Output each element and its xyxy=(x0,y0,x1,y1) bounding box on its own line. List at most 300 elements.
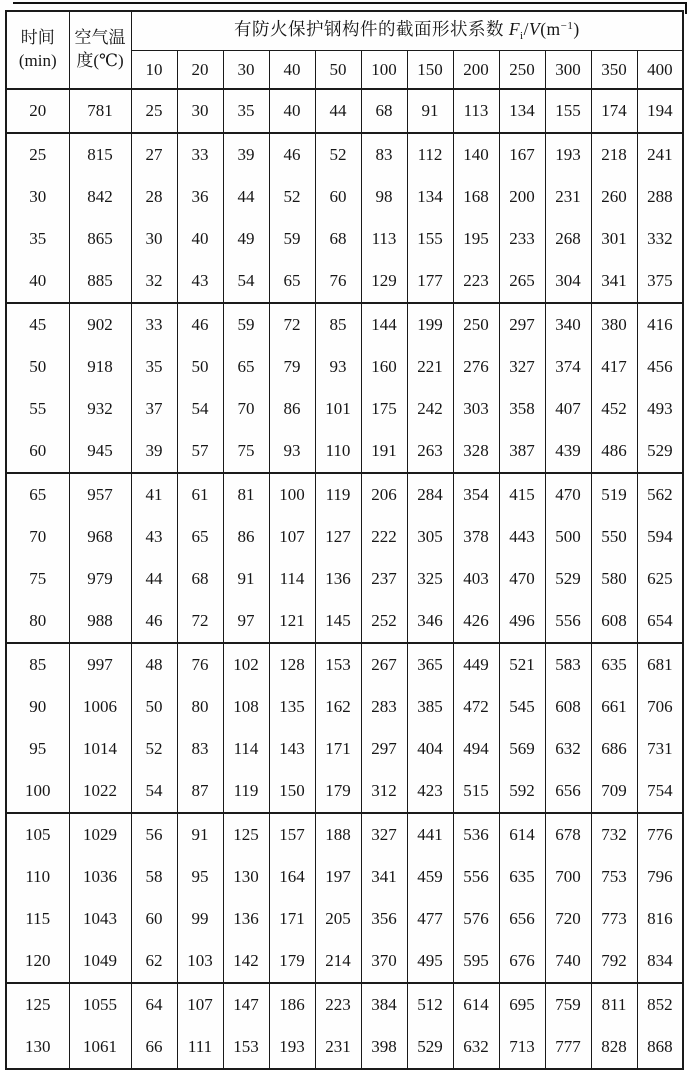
shape-factor-value-cell: 43 xyxy=(131,516,177,558)
page-top-rule-tick xyxy=(685,2,687,14)
shape-factor-value-cell: 297 xyxy=(361,728,407,770)
shape-factor-value-cell: 39 xyxy=(223,133,269,176)
shape-factor-value-cell: 136 xyxy=(223,898,269,940)
shape-factor-value-cell: 828 xyxy=(591,1026,637,1069)
shape-factor-value-cell: 60 xyxy=(315,176,361,218)
shape-factor-value-cell: 76 xyxy=(315,260,361,303)
shape-factor-value-cell: 128 xyxy=(269,643,315,686)
shape-factor-value-cell: 30 xyxy=(131,218,177,260)
shape-factor-value-cell: 46 xyxy=(177,303,223,346)
shape-factor-value-cell: 221 xyxy=(407,346,453,388)
shape-factor-value-cell: 325 xyxy=(407,558,453,600)
shape-factor-value-cell: 100 xyxy=(269,473,315,516)
shape-factor-value-cell: 125 xyxy=(223,813,269,856)
shape-factor-value-cell: 127 xyxy=(315,516,361,558)
shape-factor-value-cell: 297 xyxy=(499,303,545,346)
table-row xyxy=(6,600,683,643)
table-row xyxy=(6,346,683,388)
shape-factor-value-cell: 556 xyxy=(453,856,499,898)
shape-factor-value-cell: 70 xyxy=(223,388,269,430)
shape-factor-value-cell: 98 xyxy=(361,176,407,218)
shape-factor-value-cell: 231 xyxy=(545,176,591,218)
formula-unit-open: (m xyxy=(540,18,561,39)
header-time-label-line2: (min) xyxy=(18,51,57,70)
shape-factor-value-cell: 569 xyxy=(499,728,545,770)
shape-factor-column-header: 10 xyxy=(131,51,177,90)
shape-factor-value-cell: 550 xyxy=(591,516,637,558)
table-row xyxy=(6,430,683,473)
table-row xyxy=(6,133,683,176)
shape-factor-value-cell: 374 xyxy=(545,346,591,388)
shape-factor-value-cell: 177 xyxy=(407,260,453,303)
shape-factor-value-cell: 426 xyxy=(453,600,499,643)
temperature-cell: 1029 xyxy=(69,813,131,856)
shape-factor-value-cell: 39 xyxy=(131,430,177,473)
shape-factor-value-cell: 452 xyxy=(591,388,637,430)
time-cell: 95 xyxy=(6,728,69,770)
shape-factor-column-header: 150 xyxy=(407,51,453,90)
shape-factor-value-cell: 592 xyxy=(499,770,545,813)
table-row xyxy=(6,686,683,728)
temperature-cell: 932 xyxy=(69,388,131,430)
shape-factor-column-header: 350 xyxy=(591,51,637,90)
temperature-cell: 957 xyxy=(69,473,131,516)
temperature-cell: 988 xyxy=(69,600,131,643)
shape-factor-value-cell: 93 xyxy=(269,430,315,473)
time-cell: 20 xyxy=(6,89,69,133)
shape-factor-value-cell: 61 xyxy=(177,473,223,516)
shape-factor-value-cell: 140 xyxy=(453,133,499,176)
shape-factor-value-cell: 40 xyxy=(177,218,223,260)
shape-factor-value-cell: 75 xyxy=(223,430,269,473)
shape-factor-value-cell: 113 xyxy=(361,218,407,260)
shape-factor-value-cell: 86 xyxy=(223,516,269,558)
shape-factor-value-cell: 521 xyxy=(499,643,545,686)
shape-factor-value-cell: 529 xyxy=(545,558,591,600)
shape-factor-value-cell: 346 xyxy=(407,600,453,643)
shape-factor-value-cell: 81 xyxy=(223,473,269,516)
shape-factor-value-cell: 385 xyxy=(407,686,453,728)
shape-factor-value-cell: 676 xyxy=(499,940,545,983)
time-cell: 125 xyxy=(6,983,69,1026)
shape-factor-column-header: 300 xyxy=(545,51,591,90)
shape-factor-value-cell: 171 xyxy=(269,898,315,940)
shape-factor-value-cell: 753 xyxy=(591,856,637,898)
shape-factor-value-cell: 332 xyxy=(637,218,683,260)
shape-factor-value-cell: 191 xyxy=(361,430,407,473)
shape-factor-value-cell: 268 xyxy=(545,218,591,260)
table-row xyxy=(6,473,683,516)
time-cell: 40 xyxy=(6,260,69,303)
shape-factor-value-cell: 459 xyxy=(407,856,453,898)
shape-factor-value-cell: 150 xyxy=(269,770,315,813)
shape-factor-value-cell: 276 xyxy=(453,346,499,388)
header-temp-label-line1: 空气温 xyxy=(74,28,126,48)
formula-F-subscript: i xyxy=(520,29,524,42)
shape-factor-value-cell: 179 xyxy=(269,940,315,983)
table-header xyxy=(6,11,683,89)
shape-factor-value-cell: 162 xyxy=(315,686,361,728)
shape-factor-value-cell: 56 xyxy=(131,813,177,856)
shape-factor-value-cell: 656 xyxy=(499,898,545,940)
shape-factor-value-cell: 449 xyxy=(453,643,499,686)
shape-factor-value-cell: 608 xyxy=(591,600,637,643)
table-row xyxy=(6,983,683,1026)
shape-factor-value-cell: 110 xyxy=(315,430,361,473)
table-body xyxy=(6,89,683,1069)
shape-factor-value-cell: 237 xyxy=(361,558,407,600)
shape-factor-value-cell: 65 xyxy=(269,260,315,303)
shape-factor-value-cell: 108 xyxy=(223,686,269,728)
shape-factor-value-cell: 625 xyxy=(637,558,683,600)
shape-factor-value-cell: 223 xyxy=(315,983,361,1026)
shape-factor-value-cell: 407 xyxy=(545,388,591,430)
time-cell: 120 xyxy=(6,940,69,983)
shape-factor-value-cell: 112 xyxy=(407,133,453,176)
shape-factor-value-cell: 52 xyxy=(269,176,315,218)
shape-factor-value-cell: 777 xyxy=(545,1026,591,1069)
shape-factor-value-cell: 695 xyxy=(499,983,545,1026)
shape-factor-value-cell: 49 xyxy=(223,218,269,260)
shape-factor-column-header: 250 xyxy=(499,51,545,90)
shape-factor-value-cell: 134 xyxy=(499,89,545,133)
time-cell: 75 xyxy=(6,558,69,600)
temperature-cell: 1014 xyxy=(69,728,131,770)
shape-factor-value-cell: 608 xyxy=(545,686,591,728)
shape-factor-value-cell: 231 xyxy=(315,1026,361,1069)
shape-factor-value-cell: 76 xyxy=(177,643,223,686)
formula-V: V xyxy=(528,18,541,39)
shape-factor-value-cell: 64 xyxy=(131,983,177,1026)
shape-factor-value-cell: 119 xyxy=(223,770,269,813)
page-top-rule xyxy=(13,2,687,4)
temperature-cell: 1049 xyxy=(69,940,131,983)
shape-factor-value-cell: 95 xyxy=(177,856,223,898)
shape-factor-value-cell: 576 xyxy=(453,898,499,940)
shape-factor-value-cell: 303 xyxy=(453,388,499,430)
temperature-cell: 918 xyxy=(69,346,131,388)
table-row xyxy=(6,940,683,983)
shape-factor-value-cell: 62 xyxy=(131,940,177,983)
shape-factor-value-cell: 632 xyxy=(545,728,591,770)
shape-factor-value-cell: 477 xyxy=(407,898,453,940)
shape-factor-value-cell: 356 xyxy=(361,898,407,940)
shape-factor-column-header: 20 xyxy=(177,51,223,90)
shape-factor-value-cell: 233 xyxy=(499,218,545,260)
temperature-cell: 979 xyxy=(69,558,131,600)
shape-factor-value-cell: 114 xyxy=(269,558,315,600)
time-cell: 100 xyxy=(6,770,69,813)
shape-factor-value-cell: 776 xyxy=(637,813,683,856)
shape-factor-value-cell: 720 xyxy=(545,898,591,940)
shape-factor-value-cell: 403 xyxy=(453,558,499,600)
shape-factor-value-cell: 686 xyxy=(591,728,637,770)
shape-factor-value-cell: 493 xyxy=(637,388,683,430)
shape-factor-value-cell: 155 xyxy=(407,218,453,260)
shape-factor-value-cell: 242 xyxy=(407,388,453,430)
shape-factor-value-cell: 44 xyxy=(223,176,269,218)
shape-factor-value-cell: 97 xyxy=(223,600,269,643)
shape-factor-value-cell: 155 xyxy=(545,89,591,133)
shape-factor-value-cell: 206 xyxy=(361,473,407,516)
shape-factor-value-cell: 167 xyxy=(499,133,545,176)
shape-factor-value-cell: 28 xyxy=(131,176,177,218)
shape-factor-value-cell: 370 xyxy=(361,940,407,983)
temperature-cell: 815 xyxy=(69,133,131,176)
shape-factor-value-cell: 186 xyxy=(269,983,315,1026)
temperature-cell: 1055 xyxy=(69,983,131,1026)
fire-protection-shape-factor-table xyxy=(5,10,684,1070)
shape-factor-value-cell: 700 xyxy=(545,856,591,898)
table-row xyxy=(6,1026,683,1069)
shape-factor-value-cell: 340 xyxy=(545,303,591,346)
shape-factor-value-cell: 536 xyxy=(453,813,499,856)
shape-factor-value-cell: 678 xyxy=(545,813,591,856)
shape-factor-value-cell: 65 xyxy=(223,346,269,388)
shape-factor-value-cell: 143 xyxy=(269,728,315,770)
shape-factor-value-cell: 68 xyxy=(177,558,223,600)
shape-factor-value-cell: 456 xyxy=(637,346,683,388)
shape-factor-value-cell: 740 xyxy=(545,940,591,983)
shape-factor-value-cell: 107 xyxy=(177,983,223,1026)
shape-factor-value-cell: 218 xyxy=(591,133,637,176)
shape-factor-value-cell: 417 xyxy=(591,346,637,388)
shape-factor-value-cell: 595 xyxy=(453,940,499,983)
shape-factor-value-cell: 46 xyxy=(269,133,315,176)
time-cell: 30 xyxy=(6,176,69,218)
shape-factor-value-cell: 205 xyxy=(315,898,361,940)
shape-factor-value-cell: 472 xyxy=(453,686,499,728)
shape-factor-value-cell: 416 xyxy=(637,303,683,346)
shape-factor-value-cell: 134 xyxy=(407,176,453,218)
table-row xyxy=(6,770,683,813)
shape-factor-value-cell: 66 xyxy=(131,1026,177,1069)
shape-factor-value-cell: 153 xyxy=(315,643,361,686)
table-row xyxy=(6,89,683,133)
shape-factor-value-cell: 529 xyxy=(407,1026,453,1069)
shape-factor-value-cell: 754 xyxy=(637,770,683,813)
shape-factor-value-cell: 85 xyxy=(315,303,361,346)
time-cell: 130 xyxy=(6,1026,69,1069)
table-row xyxy=(6,643,683,686)
shape-factor-value-cell: 86 xyxy=(269,388,315,430)
shape-factor-value-cell: 654 xyxy=(637,600,683,643)
shape-factor-value-cell: 713 xyxy=(499,1026,545,1069)
shape-factor-column-header: 30 xyxy=(223,51,269,90)
shape-factor-value-cell: 759 xyxy=(545,983,591,1026)
time-cell: 25 xyxy=(6,133,69,176)
shape-factor-value-cell: 732 xyxy=(591,813,637,856)
shape-factor-value-cell: 101 xyxy=(315,388,361,430)
shape-factor-value-cell: 35 xyxy=(131,346,177,388)
shape-factor-value-cell: 107 xyxy=(269,516,315,558)
shape-factor-value-cell: 500 xyxy=(545,516,591,558)
shape-factor-value-cell: 709 xyxy=(591,770,637,813)
shape-factor-value-cell: 423 xyxy=(407,770,453,813)
shape-factor-value-cell: 171 xyxy=(315,728,361,770)
temperature-cell: 842 xyxy=(69,176,131,218)
formula-unit-exponent: −1 xyxy=(560,19,574,32)
shape-factor-value-cell: 792 xyxy=(591,940,637,983)
temperature-cell: 997 xyxy=(69,643,131,686)
shape-factor-value-cell: 214 xyxy=(315,940,361,983)
temperature-cell: 1061 xyxy=(69,1026,131,1069)
shape-factor-value-cell: 91 xyxy=(177,813,223,856)
shape-factor-value-cell: 142 xyxy=(223,940,269,983)
shape-factor-value-cell: 83 xyxy=(177,728,223,770)
shape-factor-value-cell: 68 xyxy=(361,89,407,133)
shape-factor-value-cell: 529 xyxy=(637,430,683,473)
shape-factor-value-cell: 174 xyxy=(591,89,637,133)
shape-factor-value-cell: 556 xyxy=(545,600,591,643)
shape-factor-value-cell: 193 xyxy=(545,133,591,176)
shape-factor-value-cell: 470 xyxy=(545,473,591,516)
shape-factor-value-cell: 72 xyxy=(269,303,315,346)
shape-factor-value-cell: 834 xyxy=(637,940,683,983)
shape-factor-value-cell: 43 xyxy=(177,260,223,303)
shape-factor-value-cell: 114 xyxy=(223,728,269,770)
shape-factor-value-cell: 113 xyxy=(453,89,499,133)
shape-factor-column-header: 400 xyxy=(637,51,683,90)
shape-factor-value-cell: 25 xyxy=(131,89,177,133)
shape-factor-value-cell: 241 xyxy=(637,133,683,176)
shape-factor-value-cell: 706 xyxy=(637,686,683,728)
shape-factor-value-cell: 99 xyxy=(177,898,223,940)
shape-factor-value-cell: 387 xyxy=(499,430,545,473)
table-row xyxy=(6,303,683,346)
shape-factor-value-cell: 199 xyxy=(407,303,453,346)
shape-factor-value-cell: 160 xyxy=(361,346,407,388)
shape-factor-value-cell: 197 xyxy=(315,856,361,898)
shape-factor-value-cell: 50 xyxy=(177,346,223,388)
shape-factor-value-cell: 443 xyxy=(499,516,545,558)
shape-factor-value-cell: 52 xyxy=(315,133,361,176)
shape-factor-value-cell: 36 xyxy=(177,176,223,218)
shape-factor-value-cell: 80 xyxy=(177,686,223,728)
table-row xyxy=(6,516,683,558)
shape-factor-value-cell: 46 xyxy=(131,600,177,643)
table-row xyxy=(6,176,683,218)
shape-factor-value-cell: 852 xyxy=(637,983,683,1026)
shape-factor-value-cell: 583 xyxy=(545,643,591,686)
shape-factor-value-cell: 87 xyxy=(177,770,223,813)
shape-factor-value-cell: 54 xyxy=(177,388,223,430)
shape-factor-value-cell: 44 xyxy=(315,89,361,133)
temperature-cell: 945 xyxy=(69,430,131,473)
shape-factor-value-cell: 50 xyxy=(131,686,177,728)
shape-factor-value-cell: 773 xyxy=(591,898,637,940)
shape-factor-value-cell: 32 xyxy=(131,260,177,303)
shape-factor-value-cell: 358 xyxy=(499,388,545,430)
temperature-cell: 902 xyxy=(69,303,131,346)
shape-factor-value-cell: 194 xyxy=(637,89,683,133)
time-cell: 105 xyxy=(6,813,69,856)
shape-factor-value-cell: 65 xyxy=(177,516,223,558)
temperature-cell: 781 xyxy=(69,89,131,133)
shape-factor-value-cell: 195 xyxy=(453,218,499,260)
time-cell: 115 xyxy=(6,898,69,940)
shape-factor-value-cell: 305 xyxy=(407,516,453,558)
temperature-cell: 1006 xyxy=(69,686,131,728)
table-row xyxy=(6,898,683,940)
shape-factor-value-cell: 661 xyxy=(591,686,637,728)
header-time-column xyxy=(6,11,69,89)
time-cell: 60 xyxy=(6,430,69,473)
shape-factor-value-cell: 68 xyxy=(315,218,361,260)
time-cell: 85 xyxy=(6,643,69,686)
shape-factor-value-cell: 79 xyxy=(269,346,315,388)
shape-factor-value-cell: 265 xyxy=(499,260,545,303)
shape-factor-column-header: 50 xyxy=(315,51,361,90)
shape-factor-value-cell: 72 xyxy=(177,600,223,643)
shape-factor-value-cell: 44 xyxy=(131,558,177,600)
shape-factor-value-cell: 304 xyxy=(545,260,591,303)
shape-factor-value-cell: 341 xyxy=(591,260,637,303)
shape-factor-value-cell: 515 xyxy=(453,770,499,813)
shape-factor-value-cell: 200 xyxy=(499,176,545,218)
shape-factor-value-cell: 48 xyxy=(131,643,177,686)
shape-factor-value-cell: 58 xyxy=(131,856,177,898)
shape-factor-value-cell: 868 xyxy=(637,1026,683,1069)
shape-factor-value-cell: 365 xyxy=(407,643,453,686)
shape-factor-value-cell: 40 xyxy=(269,89,315,133)
shape-factor-value-cell: 60 xyxy=(131,898,177,940)
shape-factor-value-cell: 378 xyxy=(453,516,499,558)
header-temp-label-line2: 度(℃) xyxy=(76,51,124,70)
shape-factor-value-cell: 267 xyxy=(361,643,407,686)
table-row xyxy=(6,856,683,898)
shape-factor-value-cell: 153 xyxy=(223,1026,269,1069)
shape-factor-value-cell: 91 xyxy=(407,89,453,133)
shape-factor-value-cell: 439 xyxy=(545,430,591,473)
shape-factor-value-cell: 260 xyxy=(591,176,637,218)
shape-factor-value-cell: 252 xyxy=(361,600,407,643)
shape-factor-value-cell: 614 xyxy=(453,983,499,1026)
shape-factor-value-cell: 121 xyxy=(269,600,315,643)
shape-factor-value-cell: 30 xyxy=(177,89,223,133)
time-cell: 45 xyxy=(6,303,69,346)
shape-factor-value-cell: 188 xyxy=(315,813,361,856)
shape-factor-value-cell: 384 xyxy=(361,983,407,1026)
shape-factor-value-cell: 222 xyxy=(361,516,407,558)
shape-factor-value-cell: 816 xyxy=(637,898,683,940)
shape-factor-value-cell: 35 xyxy=(223,89,269,133)
shape-factor-value-cell: 175 xyxy=(361,388,407,430)
temperature-cell: 885 xyxy=(69,260,131,303)
shape-factor-value-cell: 519 xyxy=(591,473,637,516)
shape-factor-value-cell: 57 xyxy=(177,430,223,473)
temperature-cell: 1043 xyxy=(69,898,131,940)
temperature-cell: 865 xyxy=(69,218,131,260)
shape-factor-value-cell: 681 xyxy=(637,643,683,686)
time-cell: 50 xyxy=(6,346,69,388)
shape-factor-value-cell: 341 xyxy=(361,856,407,898)
shape-factor-value-cell: 635 xyxy=(591,643,637,686)
shape-factor-value-cell: 129 xyxy=(361,260,407,303)
shape-factor-value-cell: 102 xyxy=(223,643,269,686)
shape-factor-value-cell: 111 xyxy=(177,1026,223,1069)
shape-factor-value-cell: 486 xyxy=(591,430,637,473)
shape-factor-value-cell: 545 xyxy=(499,686,545,728)
temperature-cell: 1022 xyxy=(69,770,131,813)
shape-factor-value-cell: 494 xyxy=(453,728,499,770)
shape-factor-value-cell: 495 xyxy=(407,940,453,983)
shape-factor-column-header: 40 xyxy=(269,51,315,90)
shape-factor-value-cell: 136 xyxy=(315,558,361,600)
shape-factor-value-cell: 54 xyxy=(131,770,177,813)
shape-factor-value-cell: 135 xyxy=(269,686,315,728)
shape-factor-value-cell: 250 xyxy=(453,303,499,346)
